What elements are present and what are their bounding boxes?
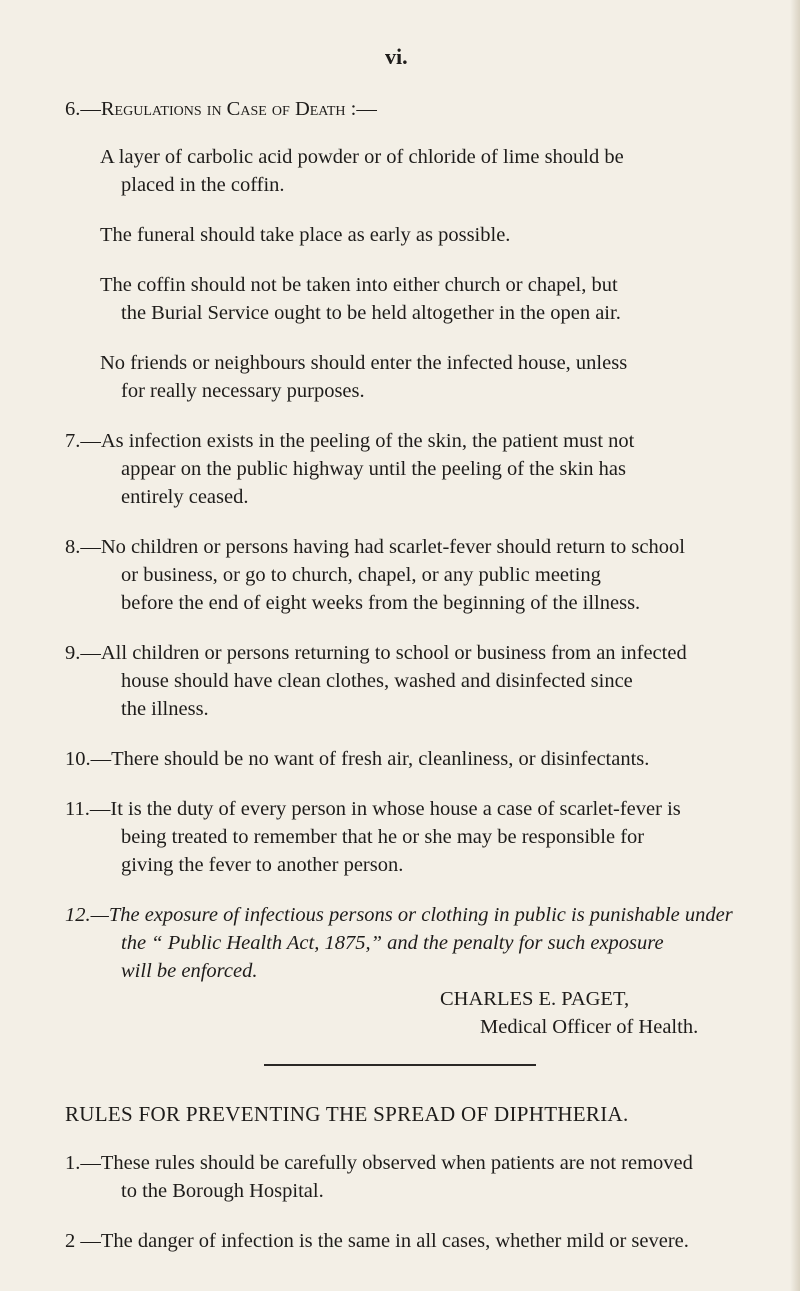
section-6-heading: 6.—Regulations in Case of Death :— — [65, 98, 377, 120]
item-8-line2: or business, or go to church, chapel, or any public meeting — [121, 564, 601, 586]
section-6-p4-line2: for really necessary purposes. — [121, 380, 365, 402]
section-6-p1-line2: placed in the coffin. — [121, 174, 285, 196]
signature-title: Medical Officer of Health. — [480, 1016, 699, 1038]
item-10-line1: 10.—There should be no want of fresh air, cleanliness, or disinfectants. — [65, 748, 650, 770]
section-6-p4-line1: No friends or neighbours should enter the infected house, unless — [100, 352, 628, 374]
item-9-line3: the illness. — [121, 698, 209, 720]
item-11-line2: being treated to remember that he or she may be responsible for — [121, 826, 645, 848]
item-7-line1: 7.—As infection exists in the peeling of the skin, the patient must not — [65, 430, 635, 452]
section-6-p2-line1: The funeral should take place as early as possible. — [100, 224, 511, 246]
item-11-line1: 11.—It is the duty of every person in whose house a case of scarlet-fever is — [65, 798, 681, 820]
item-12-line1: 12.—The exposure of infectious persons or clothing in public is punishable under — [65, 904, 733, 926]
section-6-p3-line2: the Burial Service ought to be held altogether in the open air. — [121, 302, 621, 324]
item-9-line1: 9.—All children or persons returning to school or business from an infected — [65, 642, 687, 664]
item-7-line2: appear on the public highway until the peeling of the skin has — [121, 458, 626, 480]
diphtheria-item-2-line1: 2 —The danger of infection is the same in all cases, whether mild or severe. — [65, 1230, 689, 1252]
item-9-line2: house should have clean clothes, washed and disinfected since — [121, 670, 633, 692]
signature-name: CHARLES E. PAGET, — [440, 988, 630, 1010]
section-divider — [264, 1064, 536, 1066]
item-7-line3: entirely ceased. — [121, 486, 249, 508]
section-6-p3-line1: The coffin should not be taken into either church or chapel, but — [100, 274, 618, 296]
section-6-p1-line1: A layer of carbolic acid powder or of chloride of lime should be — [100, 146, 624, 168]
item-8-line1: 8.—No children or persons having had scarlet-fever should return to school — [65, 536, 685, 558]
item-8-line3: before the end of eight weeks from the beginning of the illness. — [121, 592, 641, 614]
diphtheria-item-1-line2: to the Borough Hospital. — [121, 1180, 324, 1202]
diphtheria-item-1-line1: 1.—These rules should be carefully observed when patients are not removed — [65, 1152, 693, 1174]
diphtheria-title: RULES FOR PREVENTING THE SPREAD OF DIPHTHERIA. — [65, 1102, 629, 1126]
item-12-line2: the “ Public Health Act, 1875,” and the penalty for such exposure — [121, 932, 664, 954]
page-number: vi. — [385, 44, 408, 69]
item-12-line3: will be enforced. — [121, 960, 258, 982]
page-edge-shadow — [790, 0, 800, 1291]
item-11-line3: giving the fever to another person. — [121, 854, 404, 876]
